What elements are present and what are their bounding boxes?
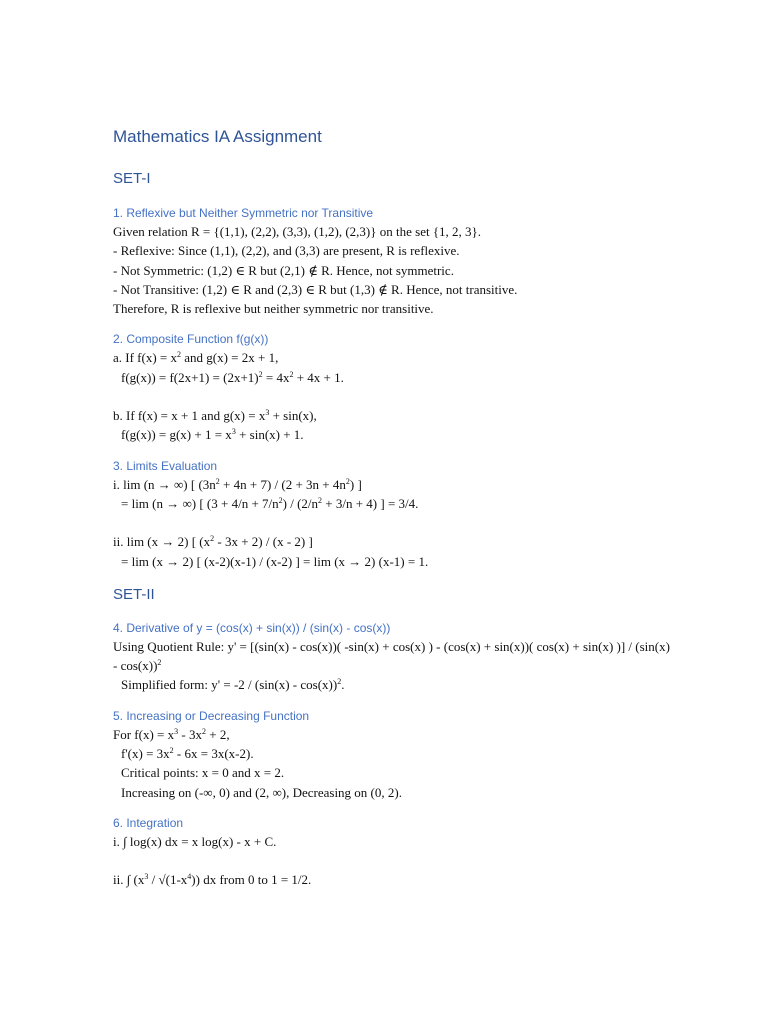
q2-part-b-statement: b. If f(x) = x + 1 and $g(x) = x^3 + \sin(x)$, — [113, 408, 317, 424]
q2-part-a-result: $f(g(x)) = f(2x+1) = (2x+1)^2 = 4x^2 + 4x + 1$. — [121, 369, 344, 385]
q5-function: For $f(x) = x^3 - 3x^2 + 2$, — [113, 726, 230, 742]
q2-part-a-statement: a. If $f(x) = x^2$ and g(x) = 2x + 1, — [113, 350, 279, 366]
q6-part-i: i. ∫ log(x) dx = x log(x) - x + C. — [113, 833, 277, 849]
q4-heading: 4. Derivative of y = (cos(x) + sin(x)) / (sin(x) - cos(x)) — [113, 620, 391, 635]
q6-heading: 6. Integration — [113, 815, 184, 830]
q5-heading: 5. Increasing or Decreasing Function — [113, 708, 310, 723]
q1-line-reflexive: - Reflexive: Since (1,1), (2,2), and (3,3) are present, R is reflexive. — [113, 243, 460, 259]
q5-critical-points: Critical points: x = 0 and x = 2. — [121, 765, 285, 781]
q4-simplified: Simplified form: y' = -2 / (sin(x) - cos(x))$^2$. — [121, 677, 345, 693]
q5-derivative: $f'(x) = 3x^2 - 6x = 3x(x-2)$. — [121, 746, 254, 762]
document-title: Mathematics IA Assignment — [113, 127, 322, 146]
q2-heading: 2. Composite Function f(g(x)) — [113, 332, 269, 347]
q5-intervals: Increasing on (-∞, 0) and (2, ∞), Decreasing on (0, 2). — [121, 784, 402, 800]
set-i-heading: SET-I — [113, 170, 151, 187]
q1-heading: 1. Reflexive but Neither Symmetric nor Transitive — [113, 206, 374, 220]
q2-part-b-result: $f(g(x)) = g(x) + 1 = x^3 + \sin(x) + 1$. — [121, 427, 304, 443]
q1-body — [113, 222, 673, 318]
q3-part-ii-statement: ii. lim (x → 2) [ $(x^2 - 3x + 2) / (x - 2)$ ] — [113, 534, 313, 550]
assignment-document — [113, 124, 673, 890]
q1-line-symmetric: - Not Symmetric: (1,2) ∈ R but (2,1) ∉ R. Hence, not symmetric. — [113, 262, 454, 278]
q1-line-given: Given relation R = {(1,1), (2,2), (3,3), (1,2), (2,3)} on the set {1, 2, 3}. — [113, 224, 482, 239]
q3-part-ii-result: = lim (x → 2) [ (x-2)(x-1) / (x-2) ] = lim (x → 2) (x-1) = 1. — [121, 553, 429, 569]
q3-heading: 3. Limits Evaluation — [113, 458, 218, 473]
q3-part-i-result: = lim (n → ∞) [ $(3 + 4/n + 7/n^2) / (2/n^2 + 3/n + 4)$ ] = 3/4. — [121, 495, 419, 511]
q3-part-i-statement: i. lim (n → ∞) [ $(3n^2 + 4n + 7) / (2 + 3n + 4n^2)$ ] — [113, 476, 362, 492]
q1-line-transitive: - Not Transitive: (1,2) ∈ R and (2,3) ∈ R but (1,3) ∉ R. Hence, not transitive. — [113, 281, 518, 297]
q6-part-ii: ii. ∫ $(x^3 / √(1-x^4))$ dx from 0 to 1 = 1/2. — [113, 872, 312, 888]
q1-line-conclusion: Therefore, R is reflexive but neither symmetric nor transitive. — [113, 301, 434, 317]
q4-quotient-rule: Using Quotient Rule: y' = [(sin(x) - cos(x))( -sin(x) + cos(x) ) - (cos(x) + sin(x))( cos(x) + sin(x) )] / (sin(x) - cos(x))$^2$ — [113, 638, 670, 674]
set-ii-heading: SET-II — [113, 585, 155, 603]
